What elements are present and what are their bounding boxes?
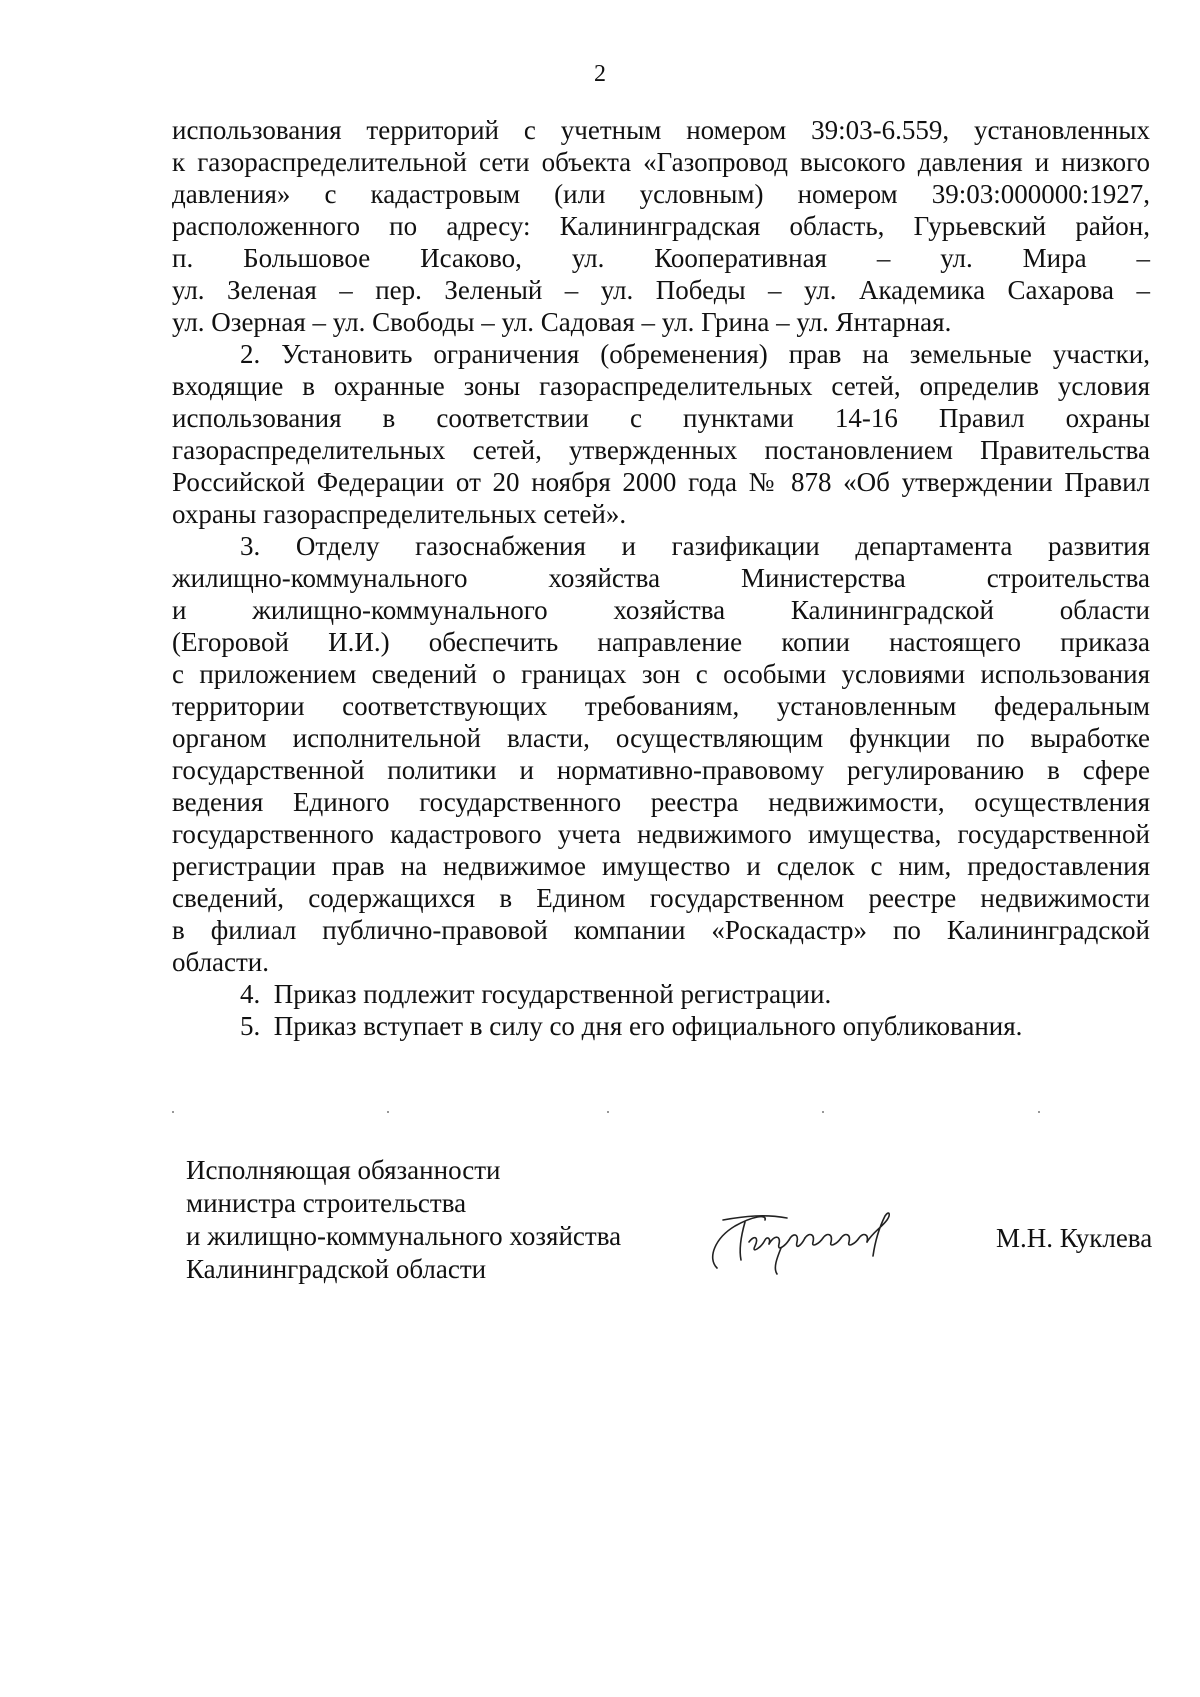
text-line: ул. Озерная – ул. Свободы – ул. Садовая – ул. Грина – ул. Янтарная. [172, 307, 952, 337]
text-line: сведений, содержащихся в Едином государственном реестре недвижимости [172, 883, 1150, 913]
document-body [172, 114, 1150, 1042]
signatory-title-line: Исполняющая обязанности [186, 1155, 501, 1185]
text-line: давления» с кадастровым (или условным) номером 39:03:000000:1927, [172, 179, 1150, 209]
text-line: 4. Приказ подлежит государственной регистрации. [240, 979, 832, 1009]
text-line: области. [172, 947, 270, 977]
paragraph-4 [172, 978, 1150, 1010]
text-line: использования в соответствии с пунктами 14-16 Правил охраны [172, 403, 1150, 433]
signatory-title-line: Калининградской области [186, 1254, 487, 1284]
text-line: входящие в охранные зоны газораспределительных сетей, определив условия [172, 371, 1150, 401]
text-line: ул. Зеленая – пер. Зеленый – ул. Победы – ул. Академика Сахарова – [172, 275, 1150, 305]
text-line: жилищно-коммунального хозяйства Министерства строительства [172, 563, 1150, 593]
text-line: использования территорий с учетным номером 39:03-6.559, установленных [172, 115, 1150, 145]
text-line: государственной политики и нормативно-правовому регулированию в сфере [172, 755, 1150, 785]
paragraph-1 [172, 114, 1150, 338]
scan-dot [387, 1111, 389, 1113]
text-line: 3. Отделу газоснабжения и газификации департамента развития [240, 531, 1150, 561]
text-line: к газораспределительной сети объекта «Газопровод высокого давления и низкого [172, 147, 1150, 177]
scan-dot [607, 1111, 609, 1113]
signatory-title [186, 1154, 621, 1286]
scan-dot [1038, 1111, 1040, 1113]
text-line: 2. Установить ограничения (обременения) прав на земельные участки, [240, 339, 1150, 369]
scan-artifact-dots [172, 1111, 1042, 1113]
text-line: ведения Единого государственного реестра недвижимости, осуществления [172, 787, 1150, 817]
text-line: в филиал публично-правовой компании «Роскадастр» по Калининградской [172, 915, 1150, 945]
text-line: Российской Федерации от 20 ноября 2000 года № 878 «Об утверждении Правил [172, 467, 1150, 497]
paragraph-5 [172, 1010, 1150, 1042]
text-line: газораспределительных сетей, утвержденных постановлением Правительства [172, 435, 1150, 465]
signer-name: М.Н. Куклева [996, 1223, 1153, 1253]
text-line: органом исполнительной власти, осуществляющим функции по выработке [172, 723, 1150, 753]
paragraph-2 [172, 338, 1150, 530]
text-line: государственного кадастрового учета недвижимого имущества, государственной [172, 819, 1150, 849]
signatory-title-line: и жилищно-коммунального хозяйства [186, 1221, 622, 1251]
scan-dot [822, 1111, 824, 1113]
text-line: охраны газораспределительных сетей». [172, 499, 627, 529]
text-line: расположенного по адресу: Калининградская область, Гурьевский район, [172, 211, 1150, 241]
text-line: и жилищно-коммунального хозяйства Калининградской области [172, 595, 1150, 625]
scan-dot [172, 1111, 174, 1113]
signatory-title-line: министра строительства [186, 1188, 467, 1218]
paragraph-3 [172, 530, 1150, 978]
text-line: 5. Приказ вступает в силу со дня его официального опубликования. [240, 1011, 1023, 1041]
text-line: регистрации прав на недвижимое имущество и сделок с ним, предоставления [172, 851, 1150, 881]
text-line: (Егоровой И.И.) обеспечить направление копии настоящего приказа [172, 627, 1150, 657]
handwritten-signature [705, 1198, 920, 1284]
text-line: п. Большовое Исаково, ул. Кооперативная – ул. Мира – [172, 243, 1150, 273]
text-line: с приложением сведений о границах зон с особыми условиями использования [172, 659, 1150, 689]
text-line: территории соответствующих требованиям, установленным федеральным [172, 691, 1150, 721]
page-number: 2 [594, 61, 606, 87]
